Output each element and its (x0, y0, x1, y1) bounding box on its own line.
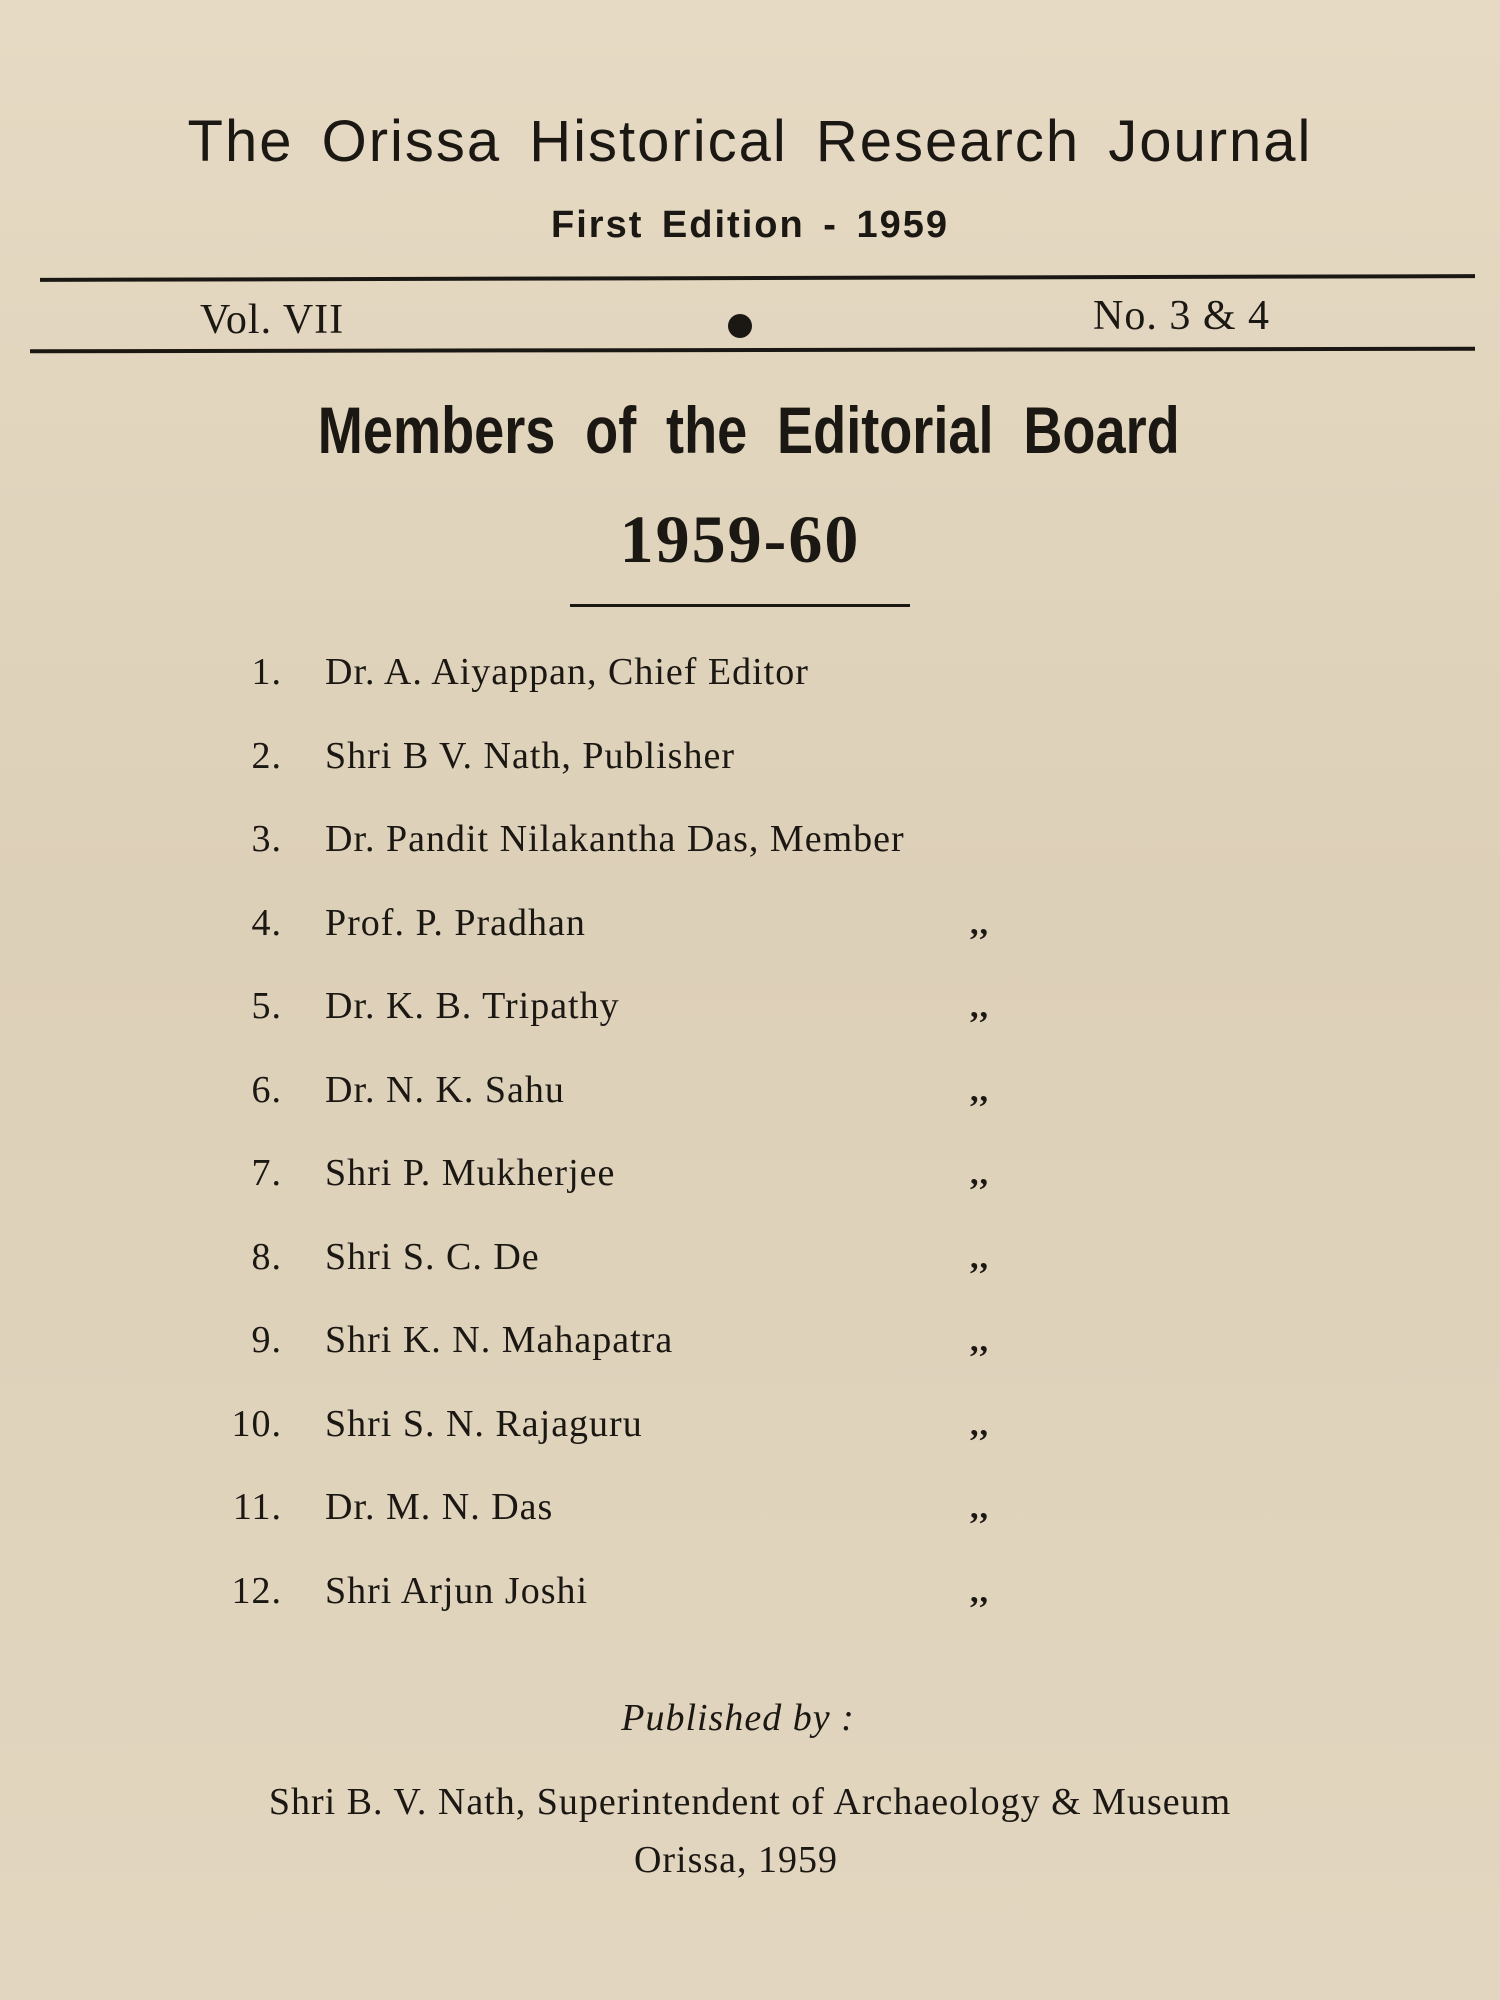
member-number: 12. (231, 1569, 282, 1612)
member-name: Shri B V. Nath, Publisher (325, 734, 735, 777)
member-row (0, 734, 1500, 790)
member-number: 10. (231, 1402, 282, 1445)
member-row (0, 1569, 1500, 1625)
published-by-label: Published by : (621, 1697, 855, 1739)
member-row (0, 1235, 1500, 1291)
ditto-mark: ,, (970, 1322, 989, 1359)
member-name: Prof. P. Pradhan (325, 901, 586, 944)
ditto-mark: ,, (970, 904, 989, 942)
member-row (0, 817, 1500, 873)
member-row (0, 1068, 1500, 1124)
issue-label: No. 3 & 4 (1093, 293, 1270, 339)
board-title: Members of the Editorial Board (317, 393, 1180, 467)
member-number: 4. (251, 901, 282, 944)
member-number: 5. (251, 985, 282, 1027)
member-row (0, 1318, 1500, 1374)
member-name: Shri S. C. De (325, 1235, 540, 1278)
member-number: 7. (251, 1152, 282, 1194)
member-name: Dr. M. N. Das (325, 1486, 554, 1528)
member-name: Shri K. N. Mahapatra (325, 1319, 674, 1361)
member-row (0, 650, 1500, 706)
member-number: 9. (251, 1319, 282, 1361)
member-name: Dr. K. B. Tripathy (325, 985, 620, 1027)
ditto-mark: ,, (970, 1489, 989, 1526)
member-number: 6. (251, 1068, 282, 1111)
publisher-name: Shri B. V. Nath, Superintendent of Archaeology & Museum (268, 1781, 1232, 1823)
member-name: Shri P. Mukherjee (325, 1152, 616, 1194)
member-number: 3. (251, 818, 282, 860)
member-number: 8. (251, 1235, 282, 1278)
ditto-mark: ,, (970, 1155, 989, 1192)
member-row (0, 1485, 1500, 1541)
journal-title: The Orissa Historical Research Journal (187, 109, 1313, 174)
member-number: 11. (232, 1486, 282, 1528)
ditto-mark: ,, (970, 1071, 989, 1109)
member-name: Dr. Pandit Nilakantha Das, Member (325, 818, 905, 860)
member-name: Shri S. N. Rajaguru (325, 1402, 643, 1445)
member-row (0, 984, 1500, 1040)
member-name: Dr. N. K. Sahu (325, 1068, 565, 1111)
member-name: Shri Arjun Joshi (325, 1569, 589, 1612)
edition-line: First Edition - 1959 (551, 204, 949, 246)
member-name: Dr. A. Aiyappan, Chief Editor (325, 651, 809, 693)
ditto-mark: ,, (970, 1405, 989, 1443)
board-years: 1959-60 (619, 501, 861, 577)
volume-label: Vol. VII (200, 297, 345, 343)
member-row (0, 901, 1500, 957)
member-row (0, 1151, 1500, 1207)
member-number: 1. (251, 651, 282, 693)
ditto-mark: ,, (970, 1238, 989, 1276)
member-row (0, 1402, 1500, 1458)
member-number: 2. (251, 734, 282, 777)
ditto-mark: ,, (970, 1572, 989, 1610)
ditto-mark: ,, (970, 988, 989, 1025)
publisher-place-year: Orissa, 1959 (633, 1839, 839, 1881)
